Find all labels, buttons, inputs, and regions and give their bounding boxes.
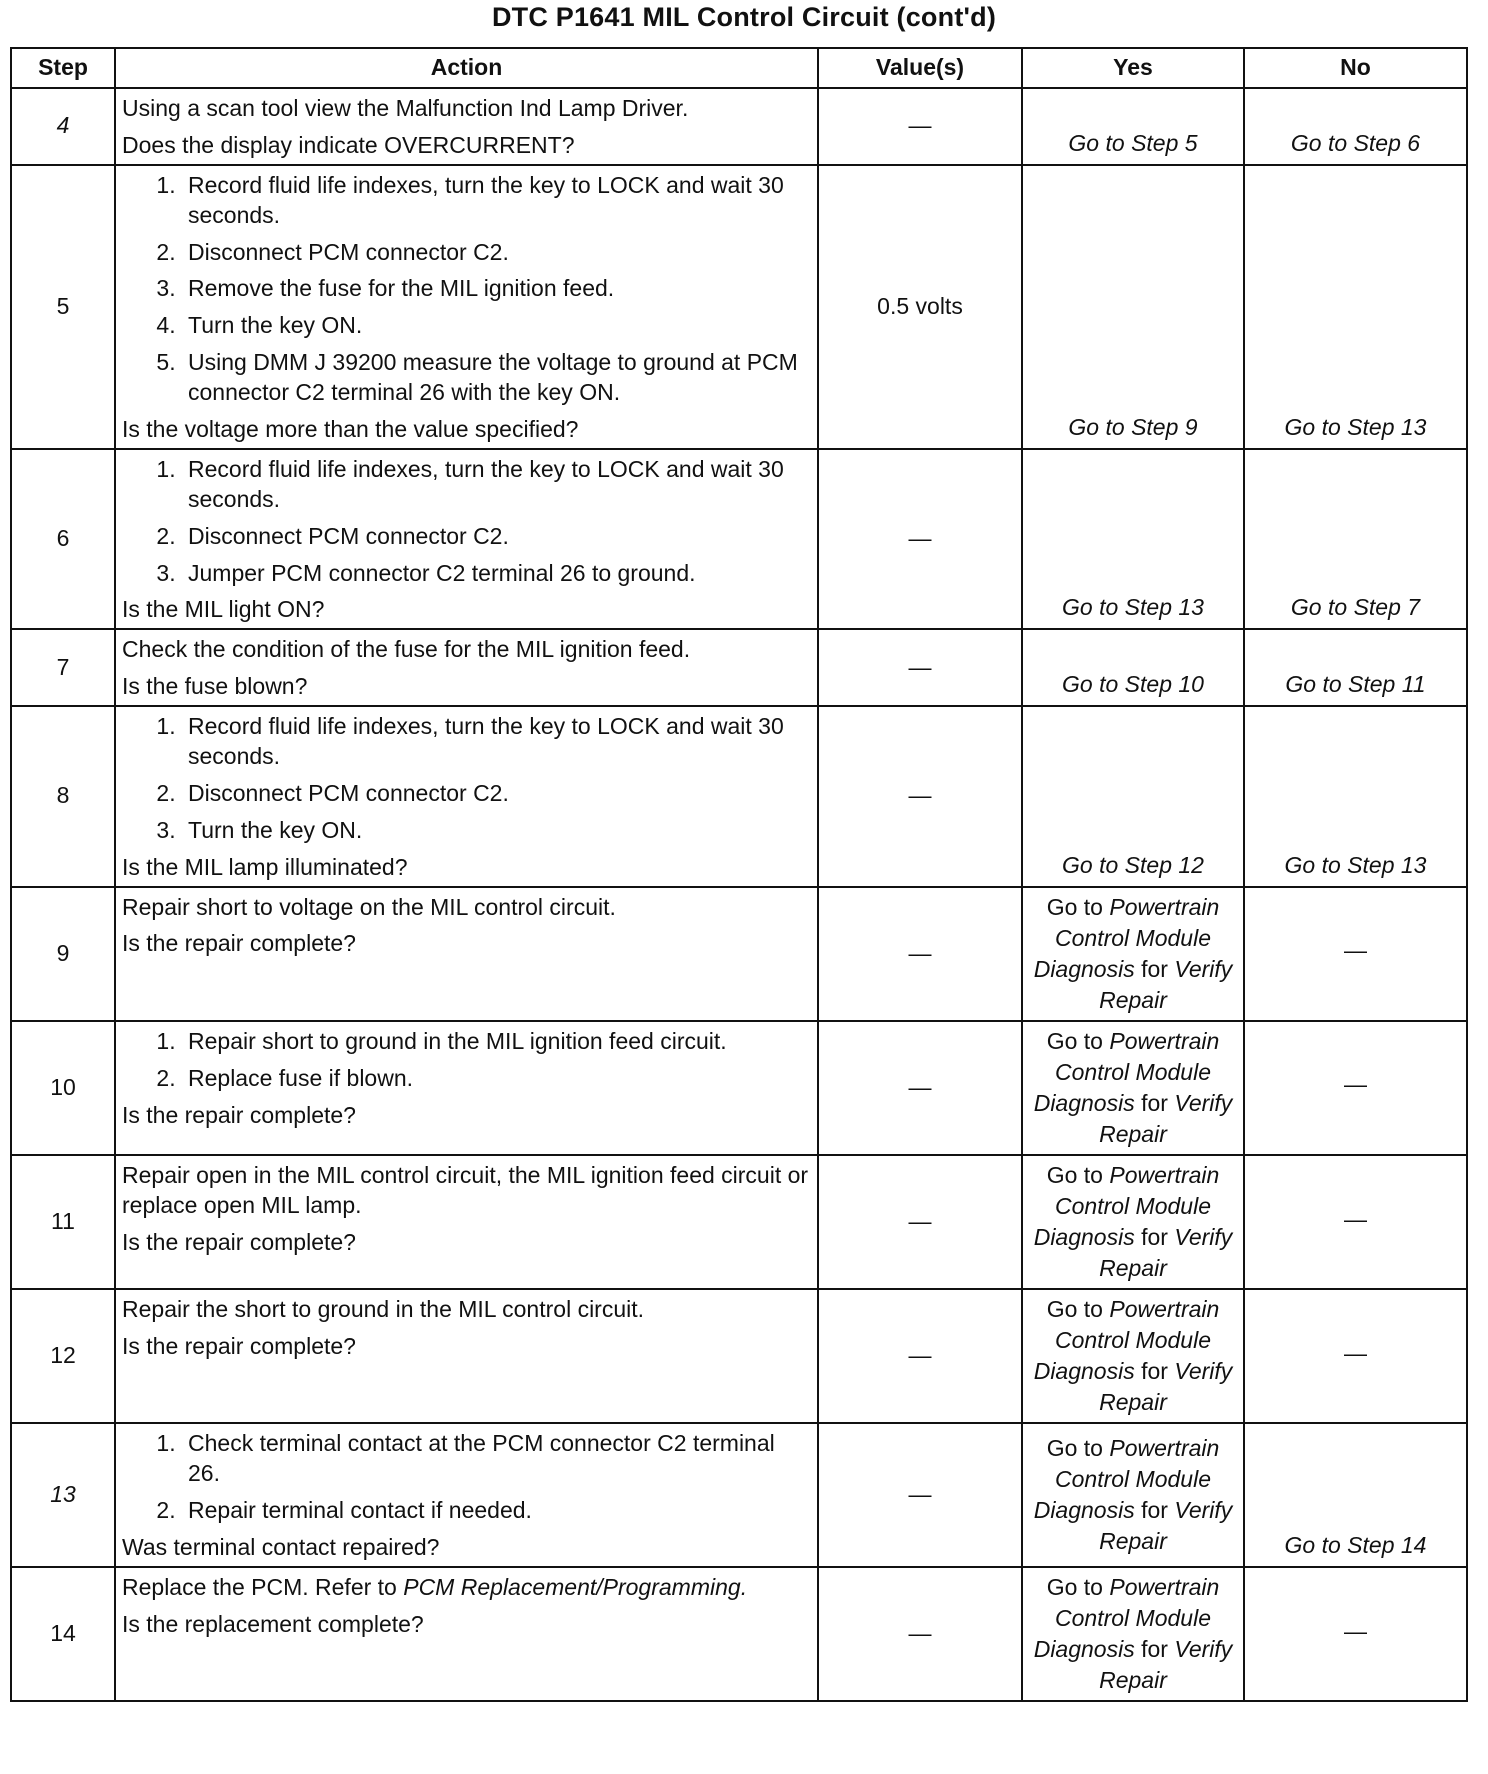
- action-steps-list: [122, 712, 811, 846]
- action-step: 2. Disconnect PCM connector C2.: [182, 779, 811, 809]
- yes-prefix: Go to: [1046, 1296, 1110, 1323]
- action-question: Is the MIL light ON?: [122, 596, 325, 623]
- procedure-reference: Powertrain Control Module Diagnosis: [1033, 1573, 1220, 1662]
- table-row: [11, 887, 1467, 1021]
- action-step: 2. Replace fuse if blown.: [182, 1064, 811, 1094]
- action-question: Is the fuse blown?: [122, 673, 308, 700]
- procedure-reference: Verify Repair: [1099, 1636, 1233, 1694]
- no-cell: —: [1244, 887, 1467, 1021]
- action-step: 2. Disconnect PCM connector C2.: [182, 238, 811, 268]
- action-steps-list: [122, 1027, 811, 1094]
- procedure-reference: Powertrain Control Module Diagnosis: [1033, 1161, 1220, 1251]
- yes-cell: [1022, 1289, 1244, 1423]
- action-step: 2. Repair terminal contact if needed.: [182, 1496, 811, 1526]
- yes-cell: [1022, 887, 1244, 1021]
- yes-cell: [1022, 1423, 1244, 1567]
- value-cell: —: [818, 449, 1022, 629]
- yes-cell: Go to Step 12: [1022, 706, 1244, 886]
- header-step: Step: [11, 48, 115, 88]
- value-cell: 0.5 volts: [818, 165, 1022, 449]
- step-number: 14: [11, 1567, 115, 1701]
- step-number: 5: [11, 165, 115, 449]
- action-steps-list: [122, 1429, 811, 1526]
- action-step: 1. Record fluid life indexes, turn the key to LOCK and wait 30 seconds.: [182, 712, 811, 772]
- table-row: [11, 629, 1467, 706]
- yes-prefix: Go to: [1046, 893, 1110, 920]
- yes-mid: for: [1134, 1636, 1175, 1662]
- step-number: 10: [11, 1021, 115, 1155]
- procedure-reference: Verify Repair: [1099, 1358, 1233, 1416]
- yes-cell: [1022, 1155, 1244, 1289]
- procedure-reference: Verify Repair: [1099, 955, 1233, 1013]
- action-step: 4. Turn the key ON.: [182, 311, 811, 341]
- action-step: 1. Repair short to ground in the MIL ignition feed circuit.: [182, 1027, 811, 1057]
- diagnostic-table: [10, 47, 1468, 1702]
- procedure-reference: Powertrain Control Module Diagnosis: [1033, 893, 1220, 982]
- yes-mid: for: [1134, 1497, 1175, 1524]
- action-cell: [115, 629, 818, 706]
- action-step: 3. Turn the key ON.: [182, 816, 811, 846]
- no-cell: Go to Step 13: [1244, 165, 1467, 449]
- action-step: 3. Jumper PCM connector C2 terminal 26 to ground.: [182, 559, 811, 589]
- table-body: [11, 88, 1467, 1701]
- value-cell: —: [818, 629, 1022, 706]
- action-cell: [115, 1567, 818, 1701]
- action-cell: [115, 887, 818, 1021]
- step-number: 6: [11, 449, 115, 629]
- yes-prefix: Go to: [1046, 1027, 1110, 1054]
- no-cell: —: [1244, 1567, 1467, 1701]
- no-cell: Go to Step 7: [1244, 449, 1467, 629]
- table-row: [11, 1567, 1467, 1701]
- table-row: [11, 1021, 1467, 1155]
- action-steps-list: [122, 171, 811, 408]
- action-question: Is the replacement complete?: [122, 1610, 424, 1637]
- action-text-prefix: Replace the PCM. Refer to: [122, 1573, 404, 1600]
- header-no: No: [1244, 48, 1467, 88]
- value-cell: —: [818, 1155, 1022, 1289]
- step-number: 7: [11, 629, 115, 706]
- action-text: Repair open in the MIL control circuit, the MIL ignition feed circuit or replace open MIL lamp.: [122, 1161, 809, 1218]
- value-cell: —: [818, 706, 1022, 886]
- header-yes: Yes: [1022, 48, 1244, 88]
- no-cell: —: [1244, 1155, 1467, 1289]
- yes-prefix: Go to: [1046, 1435, 1110, 1462]
- yes-cell: Go to Step 9: [1022, 165, 1244, 449]
- no-cell: —: [1244, 1021, 1467, 1155]
- action-text: Repair the short to ground in the MIL control circuit.: [122, 1296, 645, 1323]
- header-values: Value(s): [818, 48, 1022, 88]
- action-question: Is the voltage more than the value specified?: [122, 416, 579, 443]
- table-row: [11, 165, 1467, 449]
- yes-prefix: Go to: [1046, 1573, 1110, 1600]
- no-cell: Go to Step 11: [1244, 629, 1467, 706]
- yes-prefix: Go to: [1046, 1161, 1110, 1188]
- yes-cell: Go to Step 5: [1022, 88, 1244, 165]
- action-steps-list: [122, 455, 811, 589]
- yes-cell: [1022, 1567, 1244, 1701]
- table-row: [11, 1423, 1467, 1567]
- table-row: [11, 449, 1467, 629]
- value-cell: —: [818, 887, 1022, 1021]
- step-number: 11: [11, 1155, 115, 1289]
- procedure-reference: Verify Repair: [1099, 1224, 1233, 1282]
- action-text: Repair short to voltage on the MIL control circuit.: [122, 893, 616, 920]
- value-cell: —: [818, 1423, 1022, 1567]
- procedure-reference: Verify Repair: [1099, 1089, 1233, 1147]
- action-text: Using a scan tool view the Malfunction Ind Lamp Driver.: [122, 95, 689, 121]
- step-number: 9: [11, 887, 115, 1021]
- action-step: 1. Record fluid life indexes, turn the key to LOCK and wait 30 seconds.: [182, 455, 811, 515]
- action-text: Check the condition of the fuse for the MIL ignition feed.: [122, 636, 691, 663]
- action-cell: [115, 1423, 818, 1567]
- procedure-reference: Verify Repair: [1099, 1497, 1233, 1555]
- yes-cell: Go to Step 10: [1022, 629, 1244, 706]
- value-cell: —: [818, 1289, 1022, 1423]
- value-cell: —: [818, 88, 1022, 165]
- action-cell: [115, 449, 818, 629]
- no-cell: Go to Step 6: [1244, 88, 1467, 165]
- action-step: 1. Record fluid life indexes, turn the key to LOCK and wait 30 seconds.: [182, 171, 811, 231]
- step-number: 13: [11, 1423, 115, 1567]
- no-cell: Go to Step 14: [1244, 1423, 1467, 1567]
- action-question: Is the repair complete?: [122, 930, 356, 957]
- yes-cell: [1022, 1021, 1244, 1155]
- value-cell: —: [818, 1567, 1022, 1701]
- header-action: Action: [115, 48, 818, 88]
- no-cell: Go to Step 13: [1244, 706, 1467, 886]
- yes-mid: for: [1134, 1224, 1175, 1251]
- action-cell: [115, 88, 818, 165]
- yes-mid: for: [1134, 1358, 1175, 1385]
- no-cell: —: [1244, 1289, 1467, 1423]
- table-row: [11, 706, 1467, 886]
- step-number: 12: [11, 1289, 115, 1423]
- action-cell: [115, 1289, 818, 1423]
- procedure-reference: Powertrain Control Module Diagnosis: [1033, 1435, 1220, 1524]
- action-question: Is the repair complete?: [122, 1101, 356, 1128]
- value-cell: —: [818, 1021, 1022, 1155]
- action-step: 5. Using DMM J 39200 measure the voltage to ground at PCM connector C2 terminal 26 with the key ON.: [182, 348, 811, 408]
- action-cell: [115, 706, 818, 886]
- procedure-reference: PCM Replacement/Programming.: [403, 1573, 748, 1600]
- table-row: [11, 1289, 1467, 1423]
- action-cell: [115, 1155, 818, 1289]
- step-number: 8: [11, 706, 115, 886]
- action-question: Is the repair complete?: [122, 1228, 356, 1255]
- procedure-reference: Powertrain Control Module Diagnosis: [1033, 1296, 1220, 1385]
- action-question: Was terminal contact repaired?: [122, 1534, 440, 1561]
- yes-mid: for: [1134, 1089, 1175, 1116]
- table-row: [11, 88, 1467, 165]
- action-cell: [115, 165, 818, 449]
- action-step: 3. Remove the fuse for the MIL ignition feed.: [182, 274, 811, 304]
- procedure-reference: Powertrain Control Module Diagnosis: [1033, 1027, 1220, 1116]
- header-row: [11, 48, 1467, 88]
- yes-cell: Go to Step 13: [1022, 449, 1244, 629]
- action-question: Is the repair complete?: [122, 1333, 356, 1360]
- action-text: [122, 1573, 811, 1603]
- action-step: 1. Check terminal contact at the PCM connector C2 terminal 26.: [182, 1429, 811, 1489]
- action-question: Does the display indicate OVERCURRENT?: [122, 131, 575, 158]
- action-question: Is the MIL lamp illuminated?: [122, 853, 408, 880]
- page-title: DTC P1641 MIL Control Circuit (cont'd): [491, 2, 997, 32]
- step-number: 4: [11, 88, 115, 165]
- table-row: [11, 1155, 1467, 1289]
- yes-mid: for: [1134, 955, 1175, 982]
- action-cell: [115, 1021, 818, 1155]
- action-step: 2. Disconnect PCM connector C2.: [182, 522, 811, 552]
